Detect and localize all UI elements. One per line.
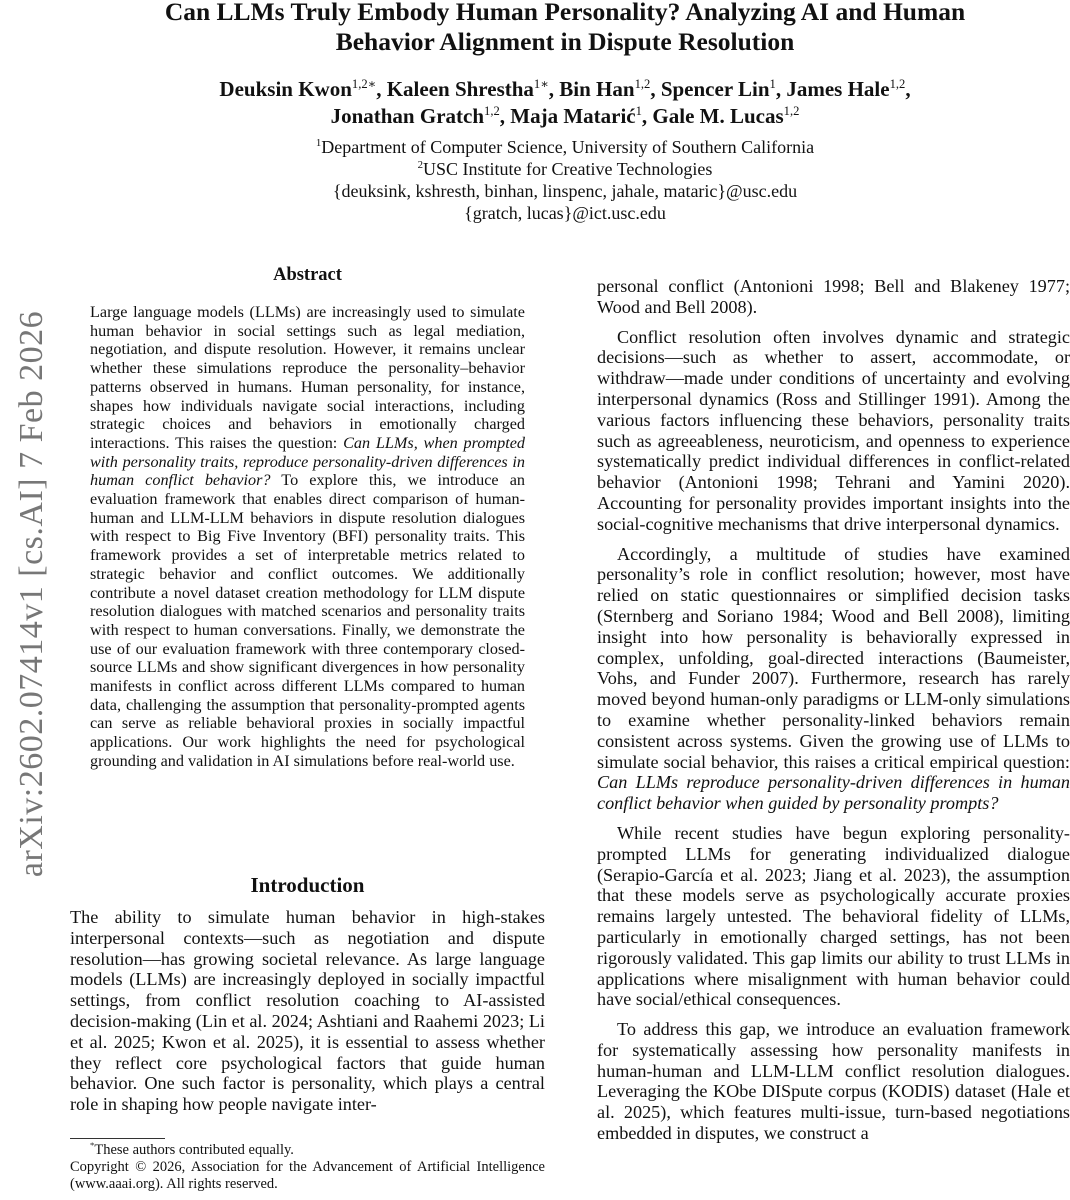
abstract-heading: Abstract (273, 265, 342, 285)
paragraph: personal conflict (Antonioni 1998; Bell and Blakeney 1977; Wood and Bell 2008). (597, 276, 1070, 317)
paragraph: The ability to simulate human behavior in high-stakes interpersonal contexts—such as negotiation and dispute resolution—has growing societal relevance. As large language models (LLMs) are increasingly deployed in socially impactful settings, from conflict resolution coaching to AI-assisted decision-making (Lin et al. 2024; Ashtiani and Raahemi 2023; Li et al. 2025; Kwon et al. 2025), it is essential to assess whether they reflect core psychological factors that guide human behavior. One such factor is personality, which plays a central role in shaping how people navigate inter- (70, 907, 545, 1115)
abstract-body: Large language models (LLMs) are increasingly used to simulate human behavior in social settings such as legal mediation, negotiation, and dispute resolution. However, it remains unclear whether these simulations reproduce the personality–behavior patterns observed in humans. Human personality, for instance, shapes how individuals navigate social interactions, including strategic choices and behaviors in emotionally charged interactions. This raises the question: Can LLMs, when prompted with personality traits, reproduce personality-driven differences in human conflict behavior? To explore this, we introduce an evaluation framework that enables direct comparison of human-human and LLM-LLM behaviors in dispute resolution dialogues with respect to Big Five Inventory (BFI) personality traits. This framework provides a set of interpretable metrics related to strategic behavior and conflict outcomes. We additionally contribute a novel dataset creation methodology for LLM dispute resolution dialogues with matched scenarios and personality traits with respect to human conversations. Finally, we demonstrate the use of our evaluation framework with three contemporary closed-source LLMs and show significant divergences in how personality manifests in conflict across different LLMs compared to human data, challenging the assumption that personality-prompted agents can serve as reliable behavioral proxies in socially impactful applications. Our work highlights the need for psychological grounding and validation in AI simulations before real-world use. (90, 303, 525, 770)
copyright: Copyright © 2026, Association for the Advancement of Artificial Intelligence (www.aaai.org). All rights reserved. (70, 1159, 545, 1192)
author: Bin Han (559, 77, 635, 101)
affiliation: $^2$USC Institute for Creative Technologies (417, 159, 713, 179)
email-line: {gratch, lucas}@ict.usc.edu (464, 203, 666, 223)
title-line-1: Can LLMs Truly Embody Human Personality? Analyzing AI and Human (164, 0, 966, 26)
introduction-right-column (597, 276, 1070, 1153)
author: Deuksin Kwon (219, 77, 352, 101)
footnote-divider (70, 1138, 165, 1139)
introduction-left-column (70, 907, 545, 1124)
author: Maja Matarić (510, 104, 636, 128)
affiliation: $^1$Department of Computer Science, University of Southern California (315, 137, 815, 157)
paragraph: Conflict resolution often involves dynamic and strategic decisions—such as whether to assert, accommodate, or withdraw—made under conditions of uncertainty and evolving interpersonal dynamics (Ross and Stillinger 1991). Among the various factors influencing these behaviors, personality traits such as agreeableness, neuroticism, and openness to experience systematically predict individual differences in conflict-related behavior (Antonioni 1998; Tehrani and Yamini 2020). Accounting for personality provides important insights into the social-cognitive mechanisms that drive interpersonal dynamics. (597, 326, 1070, 534)
research-question: Can LLMs, when prompted with personality traits, reproduce personality-driven differences in human conflict behavior? (90, 433, 525, 490)
paper-title (60, 0, 1070, 57)
author: Kaleen Shrestha (386, 77, 534, 101)
paragraph: To address this gap, we introduce an evaluation framework for systematically assessing how personality manifests in human-human and LLM-LLM conflict resolution dialogues. Leveraging the KObe DISpute corpus (KODIS) dataset (Hale et al. 2025), which features multi-issue, turn-based negotiations embedded in disputes, we construct a (597, 1019, 1070, 1144)
paragraph: While recent studies have begun exploring personality-prompted LLMs for generating individualized dialogue (Serapio-García et al. 2023; Jiang et al. 2023), the assumption that these models serve as psychologically accurate proxies remains largely untested. The behavioral fidelity of LLMs, particularly in emotionally charged settings, has not been rigorously validated. This gap limits our ability to trust LLMs in applications where misalignment with human behavior could have social/ethical consequences. (597, 822, 1070, 1010)
footnote: *These authors contributed equally. Copyright © 2026, Association for the Advancement of Artificial Intelligence (www.aaai.org). All rights reserved. (70, 1140, 545, 1192)
author: Jonathan Gratch (330, 104, 485, 128)
arxiv-stamp: arXiv:2602.07414v1 [cs.AI] 7 Feb 2026 (13, 310, 50, 878)
author: Gale M. Lucas (652, 104, 784, 128)
affiliations (60, 136, 1070, 224)
introduction-heading: Introduction (250, 873, 365, 897)
title-line-2: Behavior Alignment in Dispute Resolution (335, 27, 795, 56)
email-line: {deuksink, kshresth, binhan, linspenc, jahale, mataric}@usc.edu (332, 181, 798, 201)
author: James Hale (786, 77, 890, 101)
author-list: Deuksin Kwon$^{1,2∗}$, Kaleen Shrestha$^{1∗}$, Bin Han$^{1,2}$, Spencer Lin$^1$, James Hale$^{1,2}$, Jonathan Gratch$^{1,2}$, Maja Matarić$^1$, Gale M. Lucas$^{1,2}$ (219, 77, 911, 128)
author: Spencer Lin (660, 77, 770, 101)
paragraph: Accordingly, a multitude of studies have examined personality’s role in conflict resolution; however, most have relied on static questionnaires or simplified decision tasks (Sternberg and Soriano 1984; Wood and Bell 2008), limiting insight into how personality is behaviorally expressed in complex, unfolding, goal-directed interactions (Baumeister, Vohs, and Funder 2007). Furthermore, research has rarely moved beyond human-only paradigms or LLM-only simulations to examine whether personality-linked behaviors remain consistent across systems. Given the growing use of LLMs to simulate social behavior, this raises a critical empirical question: Can LLMs reproduce personality-driven differences in human conflict behavior when guided by personality prompts? (597, 543, 1070, 814)
